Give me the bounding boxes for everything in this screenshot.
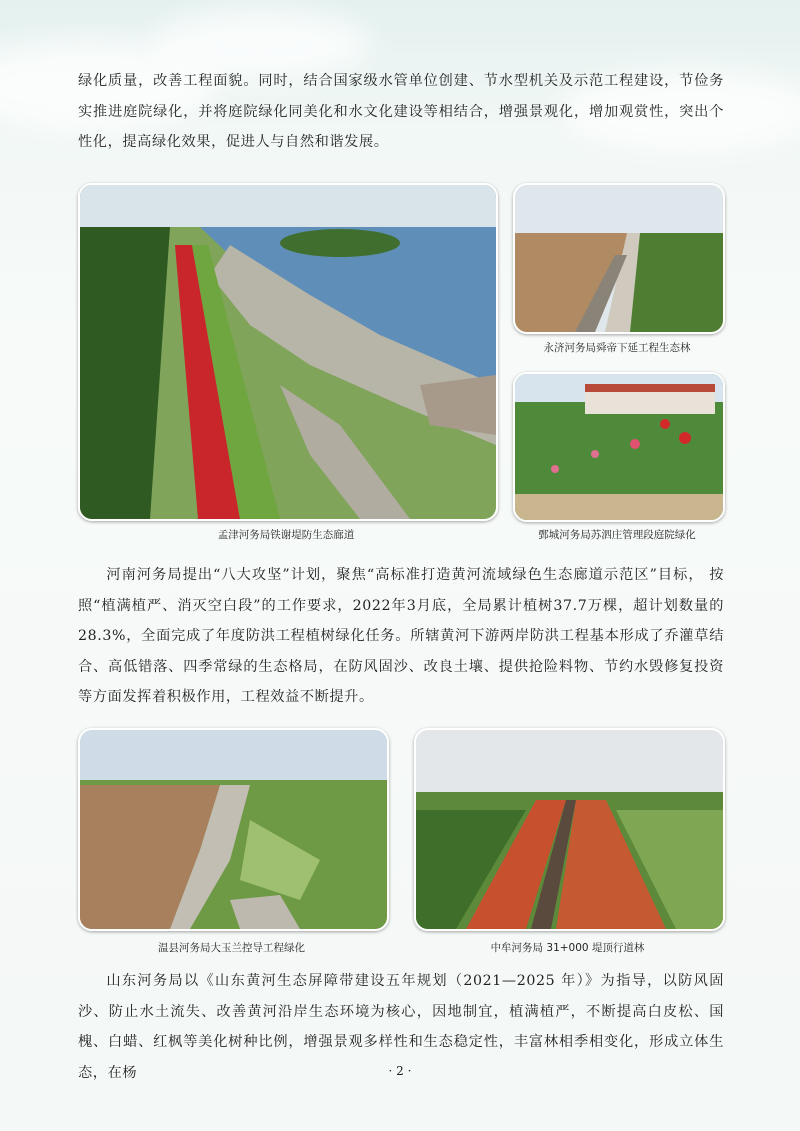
dike-forest-photo-icon (515, 185, 723, 332)
courtyard-garden-photo-icon (515, 374, 723, 520)
zhongmu-photo (414, 728, 725, 931)
intro-paragraph: 绿化质量，改善工程面貌。同时，结合国家级水管单位创建、节水型机关及示范工程建设，节俭务实推进庭院绿化，并将庭院绿化同美化和水文化建设等相结合，增强景观化，增加观赏性，突出个性化，提高绿化效果，促进人与自然和谐发展。 (78, 73, 724, 150)
yongji-photo (513, 183, 725, 334)
river-control-work-photo-icon (80, 730, 387, 929)
yongji-caption: 永济河务局舜帝下延工程生态林 (543, 342, 691, 354)
henan-paragraph: 河南河务局提出“八大攻坚”计划，聚焦“高标准打造黄河流域绿色生态廊道示范区”目标， 按照“植满植严、消灭空白段”的工作要求，2022年3月底，全局累计植树37.7万棵，超计划数量的28.3%，全面完成了年度防洪工程植树绿化任务。所辖黄河下游两岸防洪工程基本形成了乔灌草结合、高低错落、四季常绿的生态格局，在防风固沙、改良土壤、提供抢险料物、节约水毁修复投资等方面发挥着积极作用，工程效益不断提升。 (78, 567, 724, 705)
wenxian-photo (78, 728, 389, 931)
page-number: · 2 · (388, 1064, 412, 1078)
mengjin-photo (78, 183, 498, 521)
shandong-paragraph: 山东河务局以《山东黄河生态屏障带建设五年规划（2021—2025 年）》为指导，以防风固沙、防止水土流失、改善黄河沿岸生态环境为核心，因地制宜，植满植严，不断提高白皮松、国槐、白蜡、红枫等美化树种比例，增强景观多样性和生态稳定性，丰富林相季相变化，形成立体生态，在杨 (78, 973, 724, 1081)
levee-road-trees-photo-icon (416, 730, 723, 929)
zhongmu-caption: 中牟河务局 31+000 堤顶行道林 (490, 942, 645, 954)
mengjin-caption: 孟津河务局铁谢堤防生态廊道 (217, 529, 355, 541)
juancheng-caption: 鄄城河务局苏泗庄管理段庭院绿化 (538, 529, 696, 541)
juancheng-photo (513, 372, 725, 522)
river-embankment-photo-icon (80, 185, 496, 519)
wenxian-caption: 温县河务局大玉兰控导工程绿化 (158, 942, 305, 954)
